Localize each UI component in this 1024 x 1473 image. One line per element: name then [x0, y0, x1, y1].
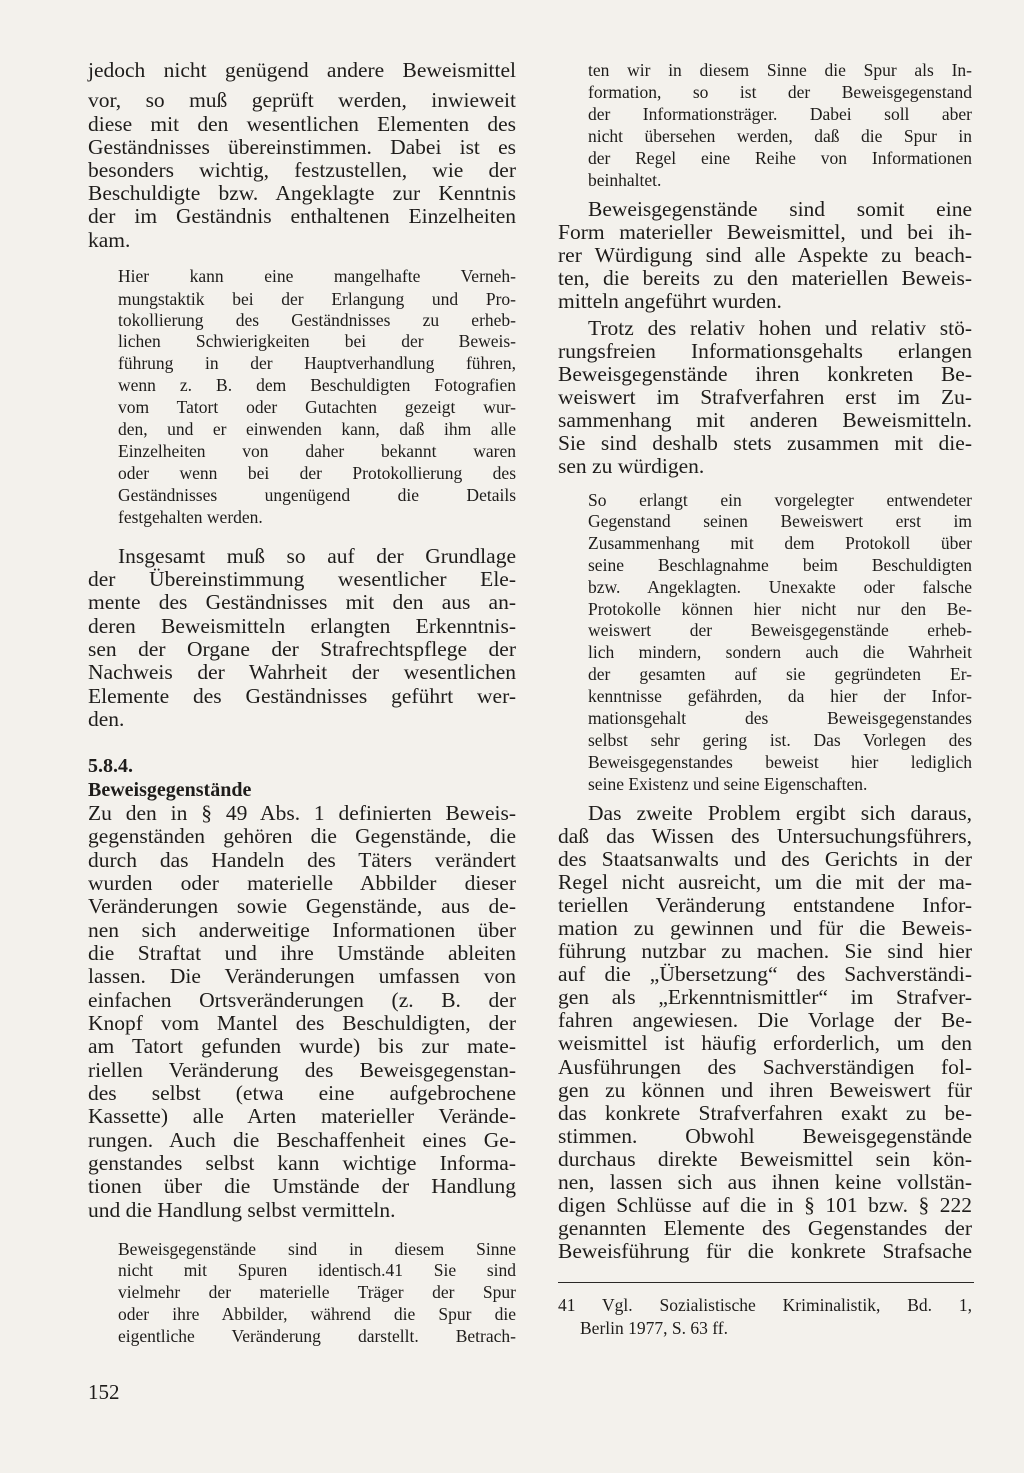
text-line: des selbst (etwa eine aufgebrochene [88, 1081, 516, 1105]
text-line: oder wenn bei der Protokollierung des [118, 463, 516, 483]
text-line: vor, so muß geprüft werden, inwieweit [88, 88, 516, 112]
text-line: weismittel ist häufig erforderlich, um den [558, 1031, 972, 1055]
text-line: seine Existenz und seine Eigenschaften. [588, 774, 868, 794]
text-line: mitteln angeführt wurden. [558, 289, 782, 313]
text-line: das konkrete Strafverfahren exakt zu be- [558, 1101, 972, 1125]
text-line: gegenständen gehören die Gegenstände, die [88, 824, 516, 848]
text-line: daß das Wissen des Untersuchungsführers, [558, 824, 972, 848]
text-line: Hier kann eine mangelhafte Verneh- [118, 266, 516, 286]
text-line: nicht übersehen werden, daß die Spur in [588, 126, 972, 146]
text-line: Beweisführung für die konkrete Strafsache [558, 1239, 972, 1263]
text-line: ten, die bereits zu den materiellen Beweis- [558, 266, 972, 290]
text-line: festgehalten werden. [118, 507, 263, 527]
text-line: Beweisgegenstandes beweist hier lediglich [588, 752, 972, 772]
text-line: Beweisgegenstände ihren konkreten Be- [558, 362, 972, 386]
text-line: durchaus direkte Beweismittel sein kön- [558, 1147, 972, 1171]
text-line: weiswert der Beweisgegenstände erheb- [588, 620, 972, 640]
text-line: Elemente des Geständnisses geführt wer- [88, 684, 516, 708]
text-line: Beschuldigte bzw. Angeklagte zur Kenntnis [88, 181, 516, 205]
text-line: Knopf vom Mantel des Beschuldigten, der [88, 1011, 516, 1035]
text-line: der gesamten auf sie gegründeten Er- [588, 664, 972, 684]
text-line: kenntnisse gefährden, da hier der Infor- [588, 686, 972, 706]
text-line: nen, lassen sich aus ihnen keine vollstän- [558, 1170, 972, 1194]
text-line: wenn z. B. dem Beschuldigten Fotografien [118, 375, 516, 395]
text-line: genannten Elemente des Gegenstandes der [558, 1216, 972, 1240]
text-line: gen zu können und ihren Beweiswert für [558, 1078, 972, 1102]
text-line: seine Beschlagnahme beim Beschuldigten [588, 555, 972, 575]
text-line: Zu den in § 49 Abs. 1 definierten Beweis- [88, 801, 516, 825]
text-line: sen zu würdigen. [558, 454, 705, 478]
text-line: einfachen Ortsveränderungen (z. B. der [88, 988, 516, 1012]
text-line: mation zu gewinnen und für die Beweis- [558, 916, 972, 940]
text-line: sammenhang mit anderen Beweismitteln. [558, 408, 972, 432]
text-line: rungsfreien Informationsgehalts erlangen [558, 339, 972, 363]
text-line: Insgesamt muß so auf der Grundlage [118, 544, 516, 568]
text-line: führung nutzbar zu machen. Sie sind hier [558, 939, 972, 963]
text-line: Geständnisses ungenügend die Details [118, 485, 516, 505]
text-line: deren Beweismitteln erlangten Erkenntnis- [88, 614, 516, 638]
text-line: durch das Handeln des Täters verändert [88, 848, 516, 872]
text-line: Sie sind deshalb stets zusammen mit die- [558, 431, 972, 455]
text-line: stimmen. Obwohl Beweisgegenstände [558, 1124, 972, 1148]
text-line: Beweisgegenstände sind somit eine [588, 197, 972, 221]
text-line: Beweisgegenstände sind in diesem Sinne [118, 1239, 516, 1259]
text-line: rungen. Auch die Beschaffenheit eines Ge- [88, 1128, 516, 1152]
text-line: führung in der Hauptverhandlung führen, [118, 353, 516, 373]
text-line: der Informationsträger. Dabei soll aber [588, 104, 972, 124]
text-line: Zusammenhang mit dem Protokoll über [588, 533, 972, 553]
text-line: beinhaltet. [588, 170, 662, 190]
text-line: bzw. Angeklagten. Unexakte oder falsche [588, 577, 972, 597]
text-line: kam. [88, 228, 131, 252]
text-line: auf die „Übersetzung“ des Sachverständi- [558, 962, 972, 986]
page-number: 152 [88, 1380, 120, 1404]
text-line: genstandes selbst kann wichtige Informa- [88, 1151, 516, 1175]
text-line: fahren angewiesen. Die Vorlage der Be- [558, 1008, 972, 1032]
text-line: gen als „Erkenntnismittler“ im Strafver- [558, 985, 972, 1009]
text-line: die Straftat und ihre Umstände ableiten [88, 941, 516, 965]
text-line: Geständnisses übereinstimmen. Dabei ist es [88, 135, 516, 159]
text-line: Veränderungen sowie Gegenstände, aus de- [88, 894, 516, 918]
footnote-line: Berlin 1977, S. 63 ff. [580, 1318, 728, 1338]
text-line: mungstaktik bei der Erlangung und Pro- [118, 289, 516, 309]
text-line: rer Würdigung sind alle Aspekte zu beach- [558, 243, 972, 267]
text-line: nen sich anderweitige Informationen über [88, 918, 516, 942]
text-line: So erlangt ein vorgelegter entwendeter [588, 490, 972, 510]
text-line: diese mit den wesentlichen Elementen des [88, 112, 516, 136]
text-line: tokollierung des Geständnisses zu erheb- [118, 310, 516, 330]
text-line: wurden oder materielle Abbilder dieser [88, 871, 516, 895]
text-line: lich mindern, sondern auch die Wahrheit [588, 642, 972, 662]
text-line: und die Handlung selbst vermitteln. [88, 1198, 396, 1222]
text-line: vielmehr der materielle Träger der Spur [118, 1282, 516, 1302]
text-line: Gegenstand seinen Beweiswert erst im [588, 511, 972, 531]
text-line: des Staatsanwalts und des Gerichts in der [558, 847, 972, 871]
text-line: sen der Organe der Strafrechtspflege der [88, 637, 516, 661]
text-line: Kassette) alle Arten materieller Verände- [88, 1104, 516, 1128]
text-line: riellen Veränderung des Beweisgegenstan- [88, 1058, 516, 1082]
text-line: ten wir in diesem Sinne die Spur als In- [588, 60, 972, 80]
section-number: 5.8.4. [88, 755, 133, 777]
text-line: mationsgehalt des Beweisgegenstandes [588, 708, 972, 728]
text-line: formation, so ist der Beweisgegenstand [588, 82, 972, 102]
text-line: lassen. Die Veränderungen umfassen von [88, 964, 516, 988]
text-line: tionen über die Umstände der Handlung [88, 1174, 516, 1198]
text-line: weiswert im Strafverfahren erst im Zu- [558, 385, 972, 409]
text-line: den, und er einwenden kann, daß ihm alle [118, 419, 516, 439]
text-line: Ausführungen des Sachverständigen fol- [558, 1055, 972, 1079]
text-line: Nachweis der Wahrheit der wesentlichen [88, 660, 516, 684]
text-line: besonders wichtig, festzustellen, wie der [88, 158, 516, 182]
text-line: der Übereinstimmung wesentlicher Ele- [88, 567, 516, 591]
text-line: Trotz des relativ hohen und relativ stö- [588, 316, 972, 340]
text-line: Regel nicht ausreicht, um die mit der ma- [558, 870, 972, 894]
text-line: digen Schlüsse auf die in § 101 bzw. § 222 [558, 1193, 972, 1217]
text-line: teriellen Veränderung entstandene Infor- [558, 893, 972, 917]
section-heading: Beweisgegenstände [88, 779, 252, 801]
text-line: oder ihre Abbilder, während die Spur die [118, 1304, 516, 1324]
text-line: Form materieller Beweismittel, und bei ih- [558, 220, 972, 244]
text-line: jedoch nicht genügend andere Beweismittel [88, 58, 516, 82]
text-line: mente des Geständnisses mit den aus an- [88, 590, 516, 614]
text-line: Einzelheiten von daher bekannt waren [118, 441, 516, 461]
footnote-line: 41 Vgl. Sozialistische Kriminalistik, Bd. 1, [558, 1295, 972, 1315]
text-line: nicht mit Spuren identisch.41 Sie sind [118, 1260, 516, 1280]
text-line: selbst sehr gering ist. Das Vorlegen des [588, 730, 972, 750]
text-line: der Regel eine Reihe von Informationen [588, 148, 972, 168]
text-line: vom Tatort oder Gutachten gezeigt wur- [118, 397, 516, 417]
text-line: am Tatort gefunden wurde) bis zur mate- [88, 1034, 516, 1058]
text-line: der im Geständnis enthaltenen Einzelheiten [88, 204, 516, 228]
footnote-rule [558, 1282, 974, 1283]
text-line: eigentliche Veränderung darstellt. Betrach- [118, 1326, 516, 1346]
text-line: Das zweite Problem ergibt sich daraus, [588, 801, 972, 825]
text-line: lichen Schwierigkeiten bei der Beweis- [118, 331, 516, 351]
text-line: Protokolle können hier nicht nur den Be- [588, 599, 972, 619]
text-line: den. [88, 707, 125, 731]
